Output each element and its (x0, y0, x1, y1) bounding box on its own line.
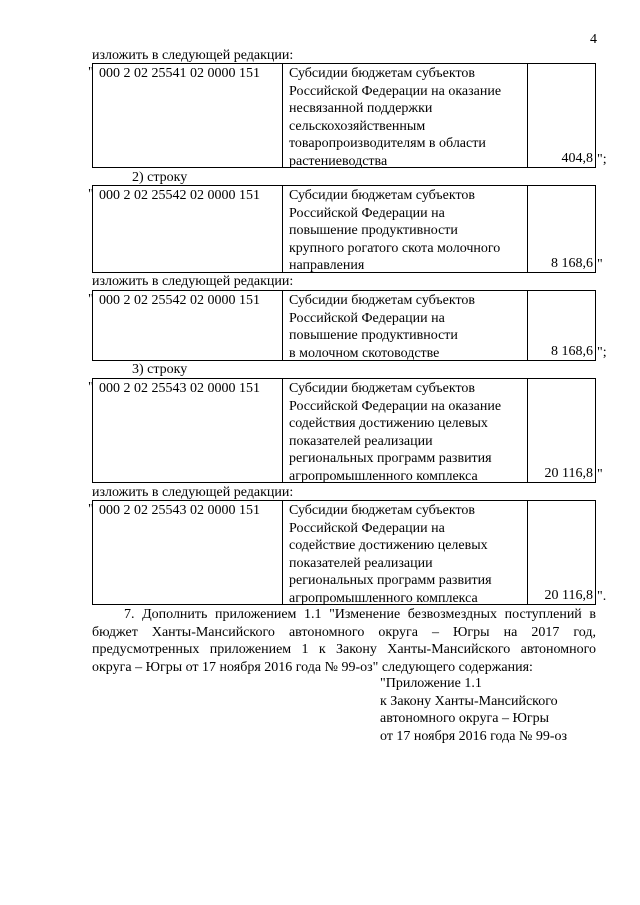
description-line: растениеводства (289, 153, 388, 169)
appendix-header (380, 675, 567, 745)
description-line: региональных программ развития (289, 451, 492, 467)
description-line: содействие достижению целевых (289, 538, 488, 554)
amount: 8 168,6 (551, 256, 593, 271)
description-line: несвязанной поддержки (289, 101, 433, 117)
description-line: Субсидии бюджетам субъектов (289, 188, 476, 203)
description-line: показателей реализации (289, 555, 433, 571)
description-line: содействия достижению целевых (289, 416, 488, 432)
appendix-line: автономного округа – Югры (380, 711, 549, 726)
page-number: 4 (590, 32, 597, 47)
description-line: повышение продуктивности (289, 328, 458, 344)
description-line: Российской Федерации на (289, 520, 445, 536)
description-line: повышение продуктивности (289, 223, 458, 239)
open-quote: " (88, 292, 94, 307)
description-line: в молочном скотоводстве (289, 345, 440, 361)
amount-cell (528, 501, 595, 604)
amount: 8 168,6 (551, 344, 593, 359)
close-quote: "; (597, 345, 607, 360)
description-line: агропромышленного комплекса (289, 468, 478, 484)
description-line: региональных программ развития (289, 573, 492, 589)
paragraph-7-text: 7. Дополнить приложением 1.1 "Изменение безвозмездных поступлений в бюджет Ханты-Мансийского автономного округа – Югры на 2017 год, предусмотренных приложением 1 к Закону Ханты-Мансийского автономного округа – Югры от 17 ноября 2016 года № 99-оз" следующего содержания: (92, 607, 596, 675)
row-description (283, 186, 528, 272)
description-line: Российской Федерации на оказание (289, 398, 502, 414)
amount-cell (528, 186, 595, 272)
description-line: Субсидии бюджетам субъектов (289, 381, 476, 396)
description-line: сельскохозяйственным (289, 118, 426, 134)
row-description (283, 291, 528, 360)
description-line: Российской Федерации на оказание (289, 83, 502, 99)
amount: 20 116,8 (544, 588, 593, 603)
amount: 20 116,8 (544, 466, 593, 481)
open-quote: " (88, 380, 94, 395)
row-description (283, 64, 528, 167)
close-quote: ". (597, 589, 607, 604)
close-quote: " (597, 467, 603, 482)
description-line: Субсидии бюджетам субъектов (289, 66, 476, 81)
budget-code: 000 2 02 25542 02 0000 151 (93, 291, 283, 360)
description-line: Субсидии бюджетам субъектов (289, 293, 476, 308)
description-line: показателей реализации (289, 433, 433, 449)
instruction-text: изложить в следующей редакции: (92, 274, 294, 289)
open-quote: " (88, 187, 94, 202)
open-quote: " (88, 65, 94, 80)
appendix-line: "Приложение 1.1 (380, 676, 482, 691)
instruction-text: изложить в следующей редакции: (92, 48, 294, 63)
close-quote: " (597, 257, 603, 272)
budget-code: 000 2 02 25543 02 0000 151 (93, 501, 283, 604)
description-line: Российской Федерации на (289, 205, 445, 221)
row-description (283, 501, 528, 604)
instruction-text: изложить в следующей редакции: (92, 485, 294, 500)
description-line: Российской Федерации на (289, 310, 445, 326)
instruction-text: 2) строку (132, 170, 188, 185)
amount-cell (528, 379, 595, 482)
table-row (92, 378, 596, 483)
description-line: направления (289, 258, 365, 274)
description-line: Субсидии бюджетам субъектов (289, 503, 476, 518)
table-row (92, 500, 596, 605)
paragraph-7 (92, 606, 596, 676)
instruction-text: 3) строку (132, 362, 188, 377)
amount-cell (528, 291, 595, 360)
table-row (92, 290, 596, 361)
amount-cell (528, 64, 595, 167)
appendix-line: от 17 ноября 2016 года № 99-оз (380, 728, 568, 744)
table-row (92, 185, 596, 273)
description-line: агропромышленного комплекса (289, 590, 478, 606)
amount: 404,8 (561, 151, 593, 166)
description-line: товаропроизводителям в области (289, 136, 486, 152)
close-quote: "; (597, 152, 607, 167)
description-line: крупного рогатого скота молочного (289, 240, 501, 256)
open-quote: " (88, 502, 94, 517)
row-description (283, 379, 528, 482)
budget-code: 000 2 02 25543 02 0000 151 (93, 379, 283, 482)
budget-code: 000 2 02 25542 02 0000 151 (93, 186, 283, 272)
budget-code: 000 2 02 25541 02 0000 151 (93, 64, 283, 167)
table-row (92, 63, 596, 168)
appendix-line: к Закону Ханты-Мансийского (380, 693, 558, 709)
